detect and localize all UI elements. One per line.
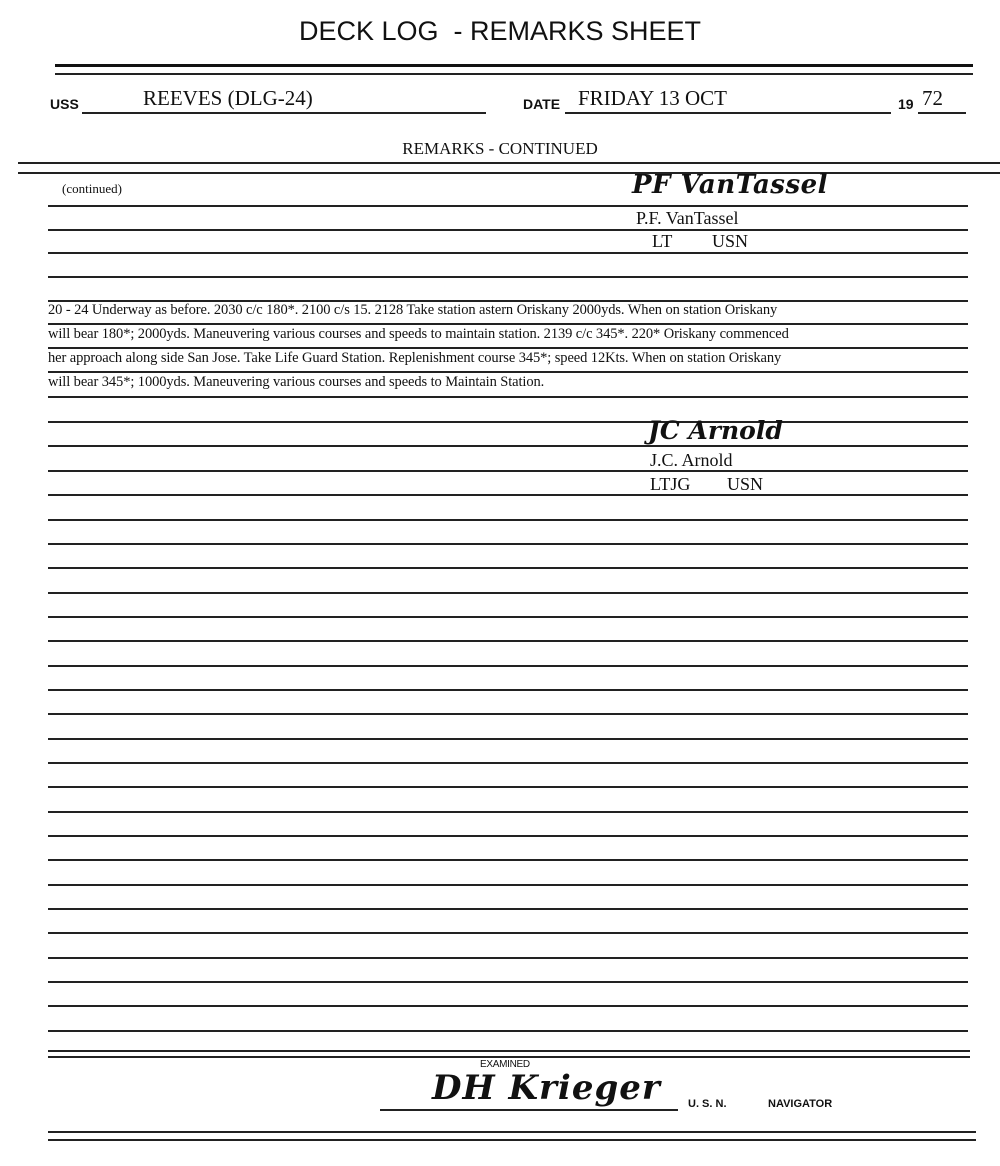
- signature-vantassel: PF VanTassel: [632, 170, 828, 200]
- ruled-line: [48, 957, 968, 959]
- signature-arnold: JC Arnold: [648, 416, 783, 445]
- officer-service-arnold: USN: [727, 474, 764, 494]
- officer-rank-arnold: LTJG: [650, 474, 691, 494]
- remark-line: will bear 180*; 2000yds. Maneuvering various courses and speeds to maintain station. 2139 c/c 345*. 220* Oriskany commenced: [48, 326, 789, 342]
- ruled-line: [48, 835, 968, 837]
- ruled-line: [48, 494, 968, 496]
- signature-krieger: DH Krieger: [432, 1068, 661, 1108]
- navigator-field-line: [380, 1109, 678, 1111]
- ruled-line: [48, 229, 968, 231]
- top-rule-2: [55, 73, 973, 75]
- examined-label: EXAMINED: [480, 1059, 530, 1070]
- ruled-line: [48, 884, 968, 886]
- ruled-line: [48, 421, 968, 423]
- ruled-line: [48, 616, 968, 618]
- ruled-line: [48, 543, 968, 545]
- officer-service-vantassel: USN: [712, 231, 749, 251]
- ruled-line: [48, 981, 968, 983]
- navigator-label: NAVIGATOR: [768, 1098, 833, 1110]
- officer-name-vantassel: P.F. VanTassel: [636, 208, 739, 228]
- ruled-line: [48, 445, 968, 447]
- ruled-line: [48, 713, 968, 715]
- remark-line: 20 - 24 Underway as before. 2030 c/c 180*. 2100 c/s 15. 2128 Take station astern Oriskany 2000yds. When on station Oriskany: [48, 302, 778, 318]
- ruled-line: [48, 567, 968, 569]
- ruled-line: [48, 689, 968, 691]
- ruled-line: [48, 640, 968, 642]
- continued-note: (continued): [62, 181, 122, 196]
- section-rule-1: [18, 162, 1000, 164]
- footer-rule-1: [48, 1050, 970, 1052]
- date-label: DATE: [523, 96, 561, 112]
- footer-rule-2: [48, 1056, 970, 1058]
- ruled-line: [48, 470, 968, 472]
- ruled-line: [48, 932, 968, 934]
- ruled-line: [48, 786, 968, 788]
- ruled-line: [48, 252, 968, 254]
- uss-field-line: [82, 112, 486, 114]
- ruled-line: [48, 347, 968, 349]
- ship-name: REEVES (DLG-24): [143, 86, 313, 110]
- uss-label: USS: [50, 96, 79, 112]
- section-rule-2: [18, 172, 1000, 174]
- bottom-rule-2: [48, 1139, 976, 1141]
- ruled-line: [48, 1030, 968, 1032]
- officer-name-arnold: J.C. Arnold: [650, 450, 733, 470]
- page-title: DECK LOG - REMARKS SHEET: [298, 16, 702, 46]
- officer-rank-vantassel: LT: [652, 231, 673, 251]
- ruled-line: [48, 859, 968, 861]
- remark-line: her approach along side San Jose. Take Life Guard Station. Replenishment course 345*; speed 12Kts. When on station Oriskany: [48, 350, 782, 366]
- ruled-line: [48, 811, 968, 813]
- ruled-line: [48, 1005, 968, 1007]
- ruled-line: [48, 205, 968, 207]
- date-value: FRIDAY 13 OCT: [578, 86, 727, 110]
- ruled-line: [48, 371, 968, 373]
- section-title: REMARKS - CONTINUED: [402, 139, 598, 158]
- ruled-line: [48, 323, 968, 325]
- ruled-line: [48, 519, 968, 521]
- ruled-line: [48, 908, 968, 910]
- ruled-line: [48, 665, 968, 667]
- usn-label: U. S. N.: [688, 1098, 727, 1110]
- top-rule-1: [55, 64, 973, 67]
- ruled-line: [48, 592, 968, 594]
- ruled-line: [48, 396, 968, 398]
- ruled-line: [48, 762, 968, 764]
- year-field-line: [918, 112, 966, 114]
- remark-line: will bear 345*; 1000yds. Maneuvering various courses and speeds to Maintain Station.: [48, 374, 545, 390]
- bottom-rule-1: [48, 1131, 976, 1133]
- year-prefix: 19: [898, 96, 914, 112]
- year-suffix: 72: [922, 86, 943, 110]
- ruled-line: [48, 738, 968, 740]
- date-field-line: [565, 112, 891, 114]
- ruled-line: [48, 276, 968, 278]
